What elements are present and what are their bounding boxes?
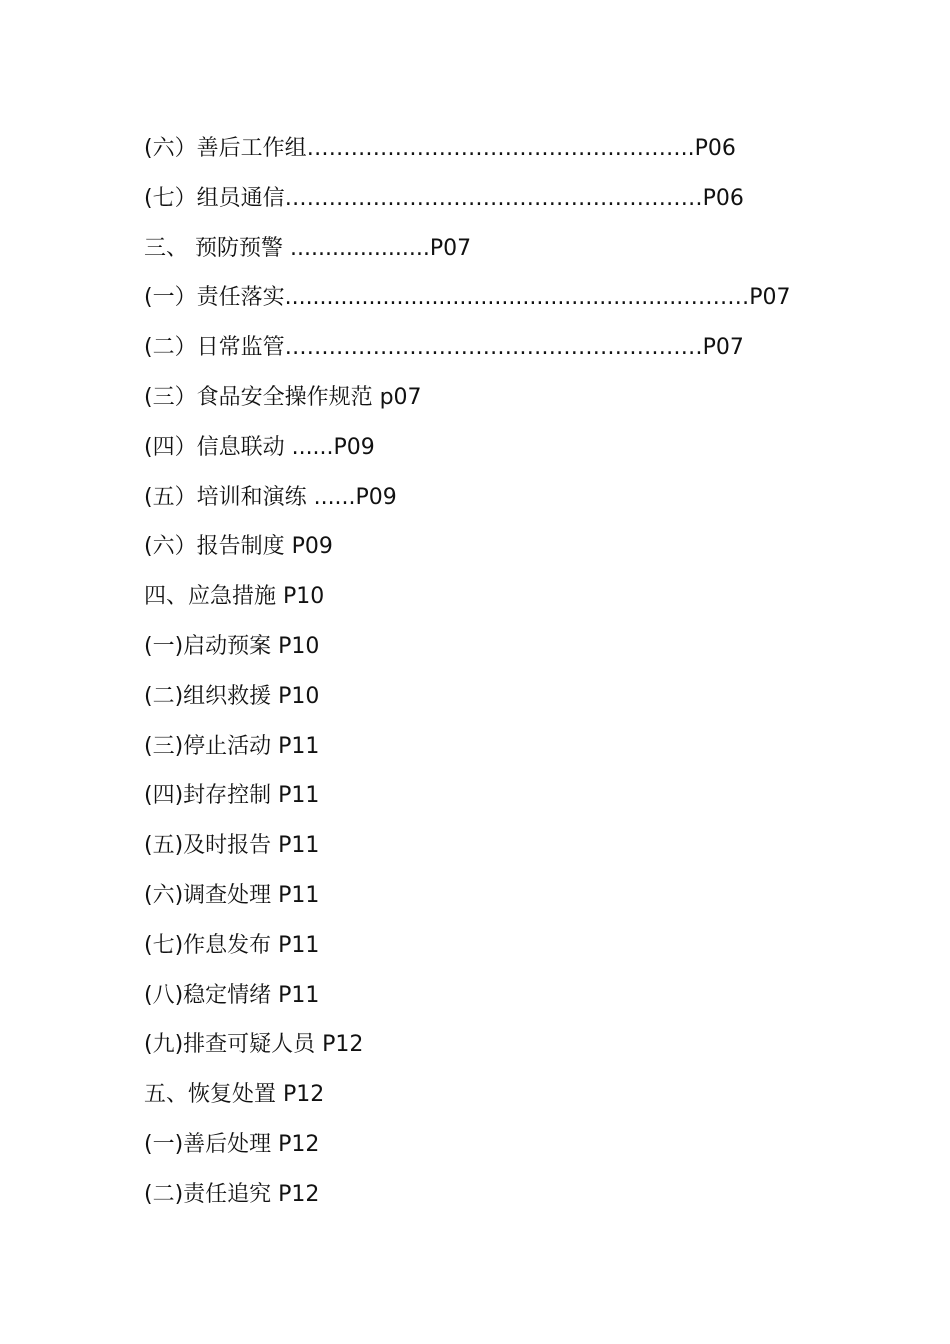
toc-entry-activate-plan: (一)启动预案 P10 (144, 633, 320, 659)
toc-entry-stop-activities: (三)停止活动 P11 (144, 733, 320, 759)
toc-entry-seal-control: (四)封存控制 P11 (144, 783, 320, 809)
toc-entry-training-drills: (五）培训和演练 ......P09 (144, 484, 397, 510)
table-of-contents (144, 130, 844, 1226)
toc-entry-accountability: (二)责任追究 P12 (144, 1181, 320, 1207)
toc-entry-reporting-system: (六）报告制度 P09 (144, 534, 333, 560)
toc-entry-team-communication: (七）组员通信…………………………………………………P06 (144, 185, 744, 211)
toc-entry-stabilize-emotions: (八)稳定情绪 P11 (144, 982, 320, 1008)
toc-entry-prevention-warning: 三、 预防预警 ....................P07 (144, 235, 472, 261)
toc-entry-aftermath-handling: (一)善后处理 P12 (144, 1131, 320, 1157)
toc-entry-timely-report: (五)及时报告 P11 (144, 833, 320, 859)
toc-entry-food-safety-rules: (三）食品安全操作规范 p07 (144, 384, 422, 410)
toc-entry-organize-rescue: (二)组织救援 P10 (144, 683, 320, 709)
toc-entry-emergency-measures: 四、应急措施 P10 (144, 584, 325, 610)
toc-entry-responsibility: (一）责任落实.........................................................………P07 (144, 285, 791, 311)
toc-entry-screen-suspects: (九)排查可疑人员 P12 (144, 1032, 364, 1058)
toc-entry-recovery: 五、恢复处置 P12 (144, 1082, 325, 1108)
toc-entry-aftercare-team: (六）善后工作组……………………………………………..P06 (144, 136, 736, 161)
toc-entry-information-linkage: (四）信息联动 ......P09 (144, 434, 375, 460)
toc-entry-investigation: (六)调查处理 P11 (144, 882, 320, 908)
toc-entry-schedule-release: (七)作息发布 P11 (144, 932, 320, 958)
toc-entry-daily-supervision: (二）日常监管…………………………………………………P07 (144, 335, 744, 361)
